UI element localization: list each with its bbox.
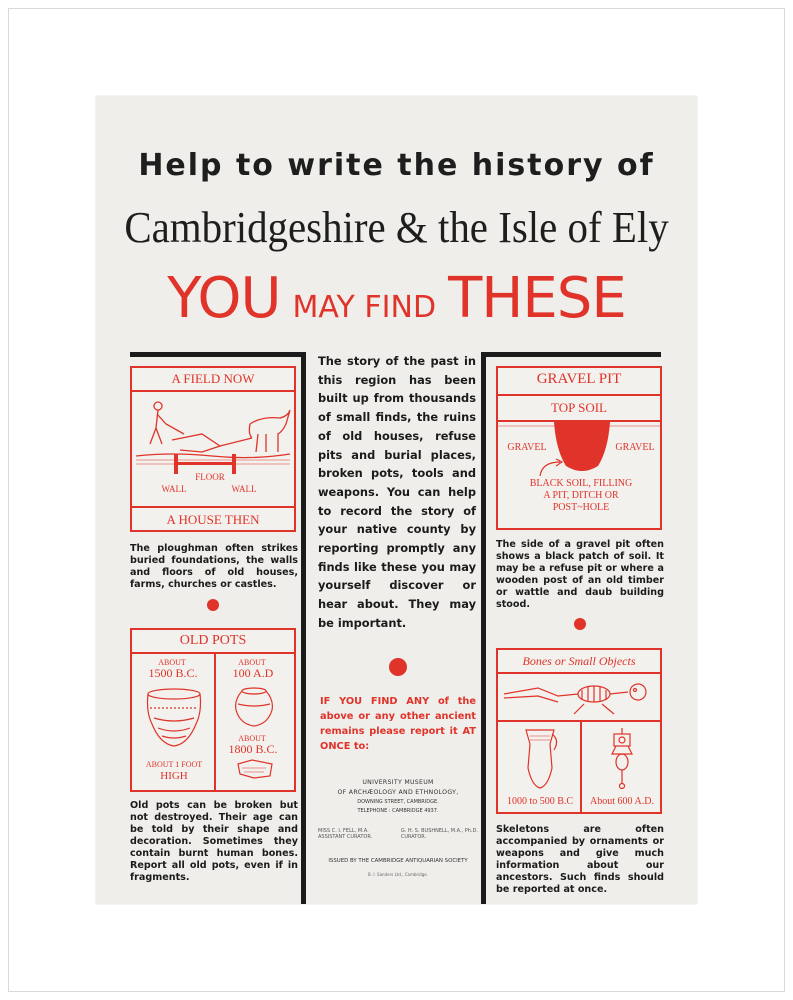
- slogan-you: YOU: [167, 266, 281, 331]
- wall-left: [174, 454, 178, 474]
- staff-left-name: MISS C. I. FELL, M.A.: [318, 828, 369, 834]
- bones-title: Bones or Small Objects: [522, 654, 636, 668]
- poster: [96, 96, 697, 904]
- bones-objects-illustration: [496, 648, 662, 814]
- right-column-rule: [481, 352, 486, 904]
- right-top-rule: [481, 352, 661, 357]
- red-dot-left: [207, 599, 219, 611]
- bones-date-left: 1000 to 500 B.C: [506, 796, 574, 807]
- jar-icon: [232, 686, 276, 730]
- story-text: The story of the past in this region has been built up from thousands of small finds, the ruins of old houses, refuse pits and burial places, broken pots, tools and weapons. You can help to record the story of your native county by reporting promptly any finds like these you may yourself discover or hear about. They may be important.: [318, 354, 476, 630]
- left-top-rule: [130, 352, 306, 357]
- gravel-pit-title: GRAVEL PIT: [536, 371, 622, 387]
- bottom-title-rule: [132, 506, 294, 508]
- field-caption: The ploughman often strikes buried foundations, the walls and floors of old houses, farms, churches or castles.: [130, 543, 298, 590]
- field-now-title: A FIELD NOW: [171, 371, 255, 386]
- wall-label-right: WALL: [231, 484, 257, 494]
- alert-prefix: IF YOU FIND ANY: [320, 696, 430, 707]
- gravel-title-rule: [498, 394, 660, 396]
- bones-date-right: About 600 A.D.: [590, 796, 654, 807]
- pot-left-high: HIGH: [160, 770, 188, 782]
- museum-address: [318, 779, 478, 877]
- staff-right: [401, 828, 478, 840]
- staff-right-name: G. H. S. BUSHNELL, M.A., Ph.D.: [400, 828, 478, 834]
- gravel-caption: The side of a gravel pit often shows a black patch of soil. It may be a refuse pit or where a wooden post of an old timber or wattle and daub building stood.: [496, 539, 664, 610]
- left-column-rule: [301, 352, 306, 904]
- gravel-right-label: GRAVEL: [615, 442, 655, 453]
- museum-line2: OF ARCHÆOLOGY AND ETHNOLOGY,: [337, 789, 459, 796]
- post-hole-label: POST~HOLE: [552, 502, 610, 513]
- gravel-left-label: GRAVEL: [507, 442, 547, 453]
- pots-divider: [214, 652, 216, 792]
- slogan-these: THESE: [448, 266, 626, 331]
- printer-line: B. I. Sanders Ltd., Cambridge.: [368, 872, 428, 877]
- pit-ditch-label: A PIT, DITCH OR: [543, 490, 619, 501]
- pots-caption: Old pots can be broken but not destroyed. Their age can be told by their shape and decoration. Sometimes they contain burnt human bones. Report all old pots, even if in fragments.: [130, 800, 298, 883]
- region-title: Cambridgeshire & the Isle of Ely: [124, 203, 669, 252]
- title-underline: [132, 390, 294, 392]
- urn-icon: [144, 688, 204, 752]
- floor-label: FLOOR: [195, 472, 225, 482]
- pot-right-about: ABOUT: [238, 658, 266, 667]
- floor-bar: [174, 462, 234, 465]
- alert-rest: of the above or any other ancient remains please report it: [320, 696, 476, 737]
- field-house-illustration: [130, 366, 296, 532]
- staff-row: [318, 828, 478, 840]
- pot-left-about: ABOUT: [158, 658, 186, 667]
- brooch-icon: [602, 726, 642, 790]
- skeleton-icon: [498, 674, 660, 718]
- staff-right-role: CURATOR.: [400, 834, 427, 840]
- top-soil-label: TOP SOIL: [551, 400, 607, 415]
- house-then-title: A HOUSE THEN: [166, 512, 260, 527]
- old-pots-title: OLD POTS: [179, 633, 247, 648]
- black-soil-label: BLACK SOIL, FILLING: [529, 478, 633, 489]
- pot-right-date2: 1800 B.C.: [228, 742, 278, 756]
- staff-left: [318, 828, 372, 840]
- beaker-icon: [520, 728, 560, 792]
- wall-right: [232, 454, 236, 474]
- pot-right-date: 100 A.D: [232, 666, 274, 680]
- museum-line3: DOWNING STREET, CAMBRIDGE.: [357, 799, 439, 805]
- pot-left-date: 1500 B.C.: [148, 666, 198, 680]
- headline: Help to write the history of: [138, 148, 655, 183]
- museum-line1: UNIVERSITY MUSEUM: [362, 779, 434, 786]
- slogan: [96, 266, 697, 331]
- gravel-pit-illustration: [496, 366, 662, 530]
- pot-right-about2: ABOUT: [238, 734, 266, 743]
- staff-left-role: ASSISTANT CURATOR.: [318, 834, 373, 840]
- alert-end: AT ONCE to:: [320, 726, 476, 752]
- bones-mid-rule: [498, 720, 660, 722]
- issued-by: ISSUED BY THE CAMBRIDGE ANTIQUARIAN SOCIETY: [328, 858, 468, 864]
- pot-left-size: ABOUT 1 FOOT: [145, 760, 203, 769]
- slogan-may-find: MAY FIND: [292, 290, 437, 325]
- bones-caption: Skeletons are often accompanied by ornaments or weapons and give much information about our ancestors. Such finds should be reported at once.: [496, 824, 664, 895]
- pots-title-rule: [132, 652, 294, 654]
- red-dot-center: [389, 658, 407, 676]
- old-pots-illustration: [130, 628, 296, 792]
- arrow-icon: [536, 458, 566, 478]
- wall-label-left: WALL: [161, 484, 187, 494]
- report-alert: [320, 694, 476, 754]
- museum-line4: TELEPHONE : CAMBRIDGE 4937.: [357, 808, 439, 814]
- sherd-icon: [236, 758, 276, 780]
- red-dot-right: [574, 618, 586, 630]
- plough-scene-icon: [132, 394, 294, 469]
